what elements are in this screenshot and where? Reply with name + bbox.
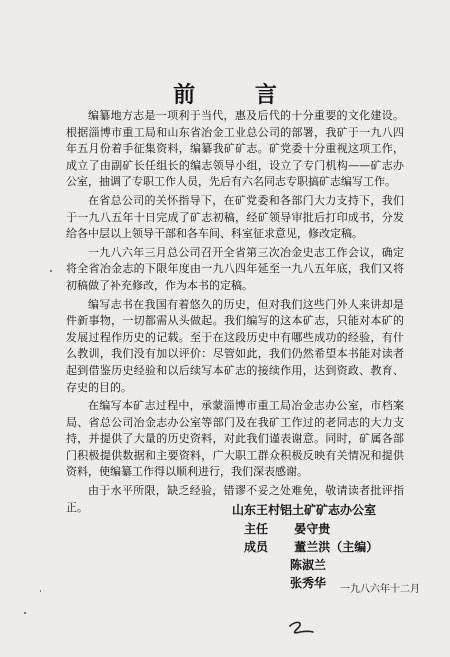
scan-speck [50,270,52,272]
scan-speck [40,590,41,592]
organization-name: 山东王村铝土矿矿志办公室 [232,503,377,517]
paragraph: 编纂地方志是一项利于当代，惠及后代的十分重要的文化建设。根据淄博市重工局和山东省冶金工业总公司的部署，我矿于一九八四年五月份着手征集资料，编纂我矿矿志。矿党委十分重视这项工作，成立了由副矿长任组长的编志领导小组，设立了专门机构——矿志办公室，抽调了专职工作人员，先后有六名同志专职搞矿志编写工作。 [66,109,404,189]
member-row [290,574,326,591]
director-role: 主任 [244,522,269,536]
scan-speck [24,612,26,614]
paragraph: 编写志书在我国有着悠久的历史，但对我们这些门外人来讲却是件新事物，一切都需从头做起。我们编写的这本矿志，只能对本矿的发展过程作历史的记载。至于在这段历史中有哪些成功的经验，有什么教训，我们没有加以评价：尽管如此，我们仍然希望本书能对读者起到借鉴历史经验和以后续写本矿志的接续作用，达到资政、教育、存史的目的。 [66,297,404,394]
page-title: 前 言 [173,83,303,108]
member-name: 董兰洪（主编） [294,540,379,554]
members-row [244,538,378,555]
director-name: 晏守贵 [294,522,331,536]
members-role: 成员 [244,540,269,554]
member-name: 陈淑兰 [290,558,327,572]
member-name: 张秀华 [290,576,327,590]
member-row [290,556,326,573]
director-row [244,520,330,537]
paragraph: 在编写本矿志过程中，承蒙淄博市重工局冶金志办公室，市档案局、省总公司冶金志办公室等部门及在我矿工作过的老同志的大力支持，并提供了大量的历史资料，对此我们谨表谢意。同时，矿属各部门积极提供数据和主要资料，广大职工群众积极反映有关情况和提供资料，使编纂工作得以顺利进行，我们深表感谢。 [66,399,404,479]
paragraph: 在省总公司的关怀指导下，在矿党委和各部门大力支持下，我们于一九八五年十日完成了矿志初稿，经矿领导审批后打印成书，分发给各中层以上领导干部和各车间、科室征求意见，修改定稿。 [66,193,404,241]
paragraph: 一九八六年三月总公司召开全省第三次冶金史志工作会议，确定将全省冶金志的下限年度由一九八四年延至一九八五年底，我们又将初稿做了补充修改，作为本书的定稿。 [66,245,404,292]
date-line: 一九八六年十二月 [340,584,420,595]
page-number-mark [286,618,316,638]
preface-body [66,108,404,518]
paragraph: 由于水平所限，缺乏经验，错谬不妥之处难免，敬请读者批评指正。 [66,484,404,514]
